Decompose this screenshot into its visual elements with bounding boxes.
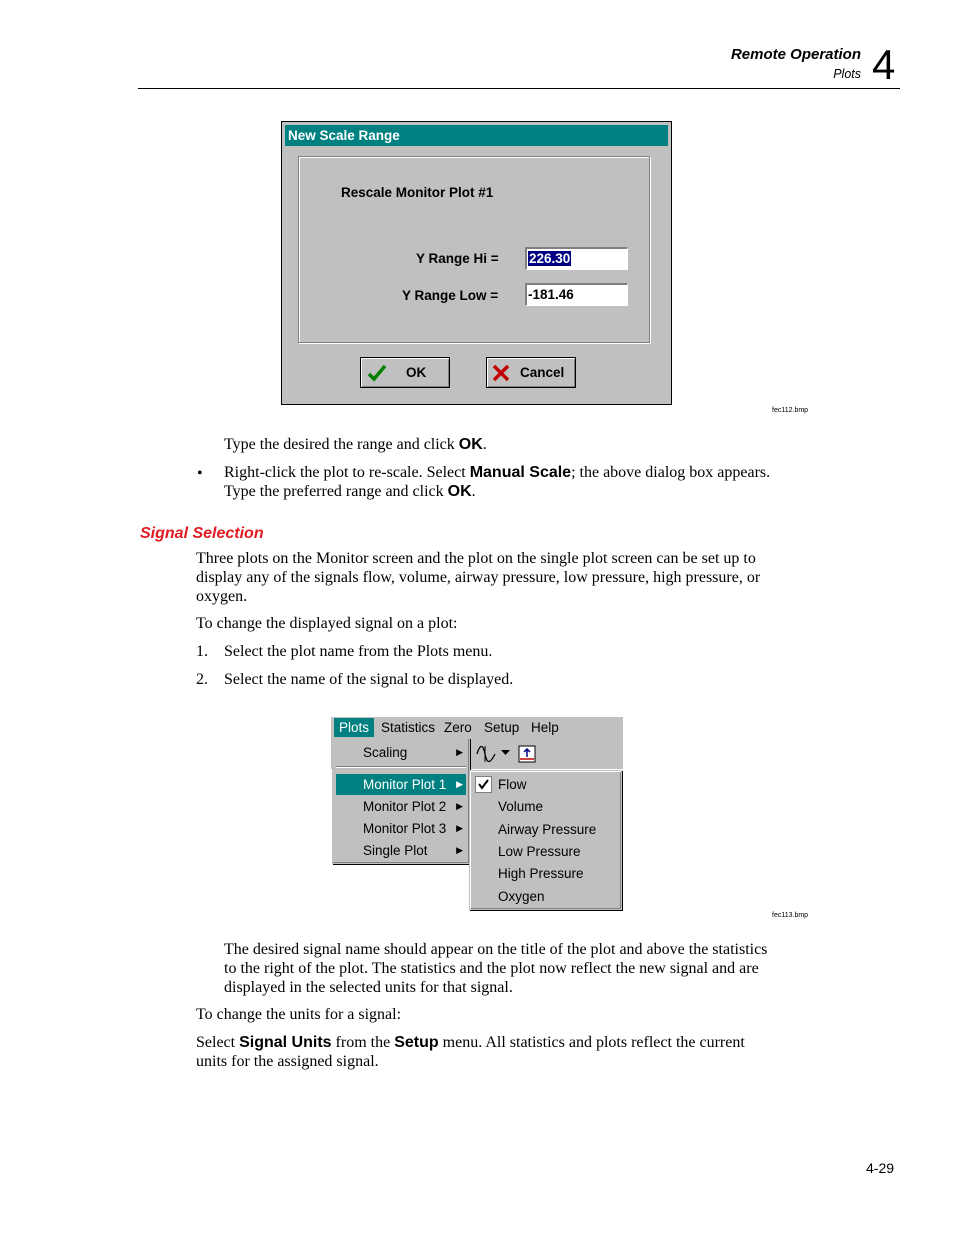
step-1-text: Select the plot name from the Plots menu.	[224, 643, 493, 660]
text-span: ; the above dialog box appears.	[571, 464, 771, 481]
text-line: oxygen.	[196, 588, 248, 605]
menu-item-single-plot[interactable]	[336, 840, 466, 861]
menu-item-label: Monitor Plot 3	[363, 821, 447, 836]
ok-bold: OK	[458, 436, 483, 453]
y-range-hi-field[interactable]	[525, 247, 628, 270]
menu-plots[interactable]	[334, 718, 374, 737]
menu-item-label: Monitor Plot 2	[363, 799, 447, 814]
page-number: 4-29	[866, 1160, 895, 1176]
submenu-arrow-icon: ▶	[456, 823, 463, 833]
scale-chart-icon[interactable]	[518, 745, 536, 763]
cancel-button-label: Cancel	[520, 365, 565, 380]
header-title: Remote Operation	[730, 46, 861, 63]
menu-plots-label: Plots	[339, 720, 370, 735]
signal-item-airway-pressure[interactable]: Airway Pressure	[498, 822, 597, 837]
menu-setup[interactable]: Setup	[484, 720, 520, 735]
y-range-low-label: Y Range Low =	[402, 288, 499, 303]
bullet-marker: •	[197, 465, 203, 482]
paragraph-type-range	[224, 435, 487, 454]
submenu-arrow-icon: ▶	[456, 845, 463, 855]
ok-bold: OK	[447, 483, 472, 500]
step-2-text: Select the name of the signal to be displayed.	[224, 671, 514, 688]
menu-item-monitor-plot-1[interactable]	[336, 774, 466, 795]
menu-separator	[336, 766, 466, 768]
paragraph-desired-signal	[224, 940, 824, 997]
dialog-title-bar: New Scale Range	[285, 125, 668, 146]
submenu-arrow-icon: ▶	[456, 801, 463, 811]
chapter-number: 4	[872, 41, 896, 88]
dialog-group-box	[298, 156, 650, 343]
signal-item-oxygen[interactable]: Oxygen	[498, 889, 545, 904]
ok-button[interactable]	[360, 357, 450, 388]
cancel-button[interactable]	[486, 357, 576, 388]
dialog-heading: Rescale Monitor Plot #1	[341, 185, 494, 200]
submenu-arrow-icon: ▶	[456, 747, 463, 757]
text-line: to the right of the plot. The statistics and the plot now reflect the new signal and are	[224, 960, 759, 977]
header-rule	[138, 88, 900, 89]
step-2-number: 2.	[196, 671, 208, 688]
ok-button-label: OK	[406, 365, 427, 380]
plots-dropdown	[332, 738, 470, 864]
figure-caption-2: fec113.bmp	[772, 912, 809, 919]
signal-submenu	[469, 770, 622, 910]
signal-item-high-pressure[interactable]: High Pressure	[498, 866, 584, 881]
y-range-low-value: -181.46	[528, 287, 574, 302]
menu-bar	[331, 717, 623, 738]
menu-item-scaling[interactable]	[336, 742, 466, 763]
text-line: display any of the signals flow, volume, airway pressure, low pressure, high pressure, or	[196, 569, 761, 586]
checkmark-icon	[367, 363, 387, 383]
checkmark-icon	[476, 777, 491, 792]
figure-caption-1: fec112.bmp	[772, 407, 809, 414]
step-1-number: 1.	[196, 643, 208, 660]
menu-item-label: Monitor Plot 1	[363, 777, 447, 792]
y-range-low-field[interactable]	[525, 283, 628, 306]
y-range-hi-label: Y Range Hi =	[416, 251, 499, 266]
plot-wave-icon[interactable]	[475, 744, 497, 764]
manual-scale-bold: Manual Scale	[469, 464, 572, 481]
paragraph-signal-units	[196, 1033, 816, 1071]
header-subtitle: Plots	[833, 67, 861, 81]
text-line: The desired signal name should appear on the title of the plot and above the statistics	[224, 941, 768, 958]
paragraph-change-units: To change the units for a signal:	[196, 1006, 402, 1023]
text-line: Three plots on the Monitor screen and the plot on the single plot screen can be set up to	[196, 550, 756, 567]
text-span: from the	[331, 1034, 395, 1051]
text-span: menu. All statistics and plots reflect the current	[438, 1034, 745, 1051]
text-span: .	[471, 483, 476, 500]
section-heading: Signal Selection	[140, 525, 264, 542]
bullet-rightclick	[224, 463, 824, 501]
menu-item-label: Single Plot	[363, 843, 428, 858]
text-span: Type the desired the range and click	[224, 436, 459, 453]
new-scale-range-dialog	[281, 121, 672, 405]
signal-units-bold: Signal Units	[239, 1034, 332, 1051]
submenu-arrow-icon: ▶	[456, 779, 463, 789]
text-span: Select	[196, 1034, 240, 1051]
checkmark-box	[475, 776, 492, 793]
paragraph-change-signal: To change the displayed signal on a plot:	[196, 615, 458, 632]
text-span: Right-click the plot to re-scale. Select	[224, 464, 470, 481]
signal-item-volume[interactable]: Volume	[498, 799, 544, 814]
signal-item-low-pressure[interactable]: Low Pressure	[498, 844, 581, 859]
text-span: Type the preferred range and click	[224, 483, 448, 500]
text-line: displayed in the selected units for that signal.	[224, 979, 513, 996]
setup-bold: Setup	[394, 1034, 439, 1051]
paragraph-signals	[196, 549, 816, 606]
menu-item-label: Scaling	[363, 745, 408, 760]
text-span: .	[482, 436, 487, 453]
y-range-hi-value: 226.30	[529, 251, 571, 266]
menu-statistics[interactable]: Statistics	[381, 720, 436, 735]
text-line: units for the assigned signal.	[196, 1053, 379, 1070]
menu-help[interactable]: Help	[531, 720, 559, 735]
cancel-x-icon	[492, 364, 510, 382]
menu-item-monitor-plot-3[interactable]	[336, 818, 466, 839]
dropdown-arrow-icon[interactable]	[501, 750, 510, 756]
signal-item-flow[interactable]: Flow	[498, 777, 527, 792]
menu-item-monitor-plot-2[interactable]	[336, 796, 466, 817]
menu-zero[interactable]: Zero	[444, 720, 472, 735]
